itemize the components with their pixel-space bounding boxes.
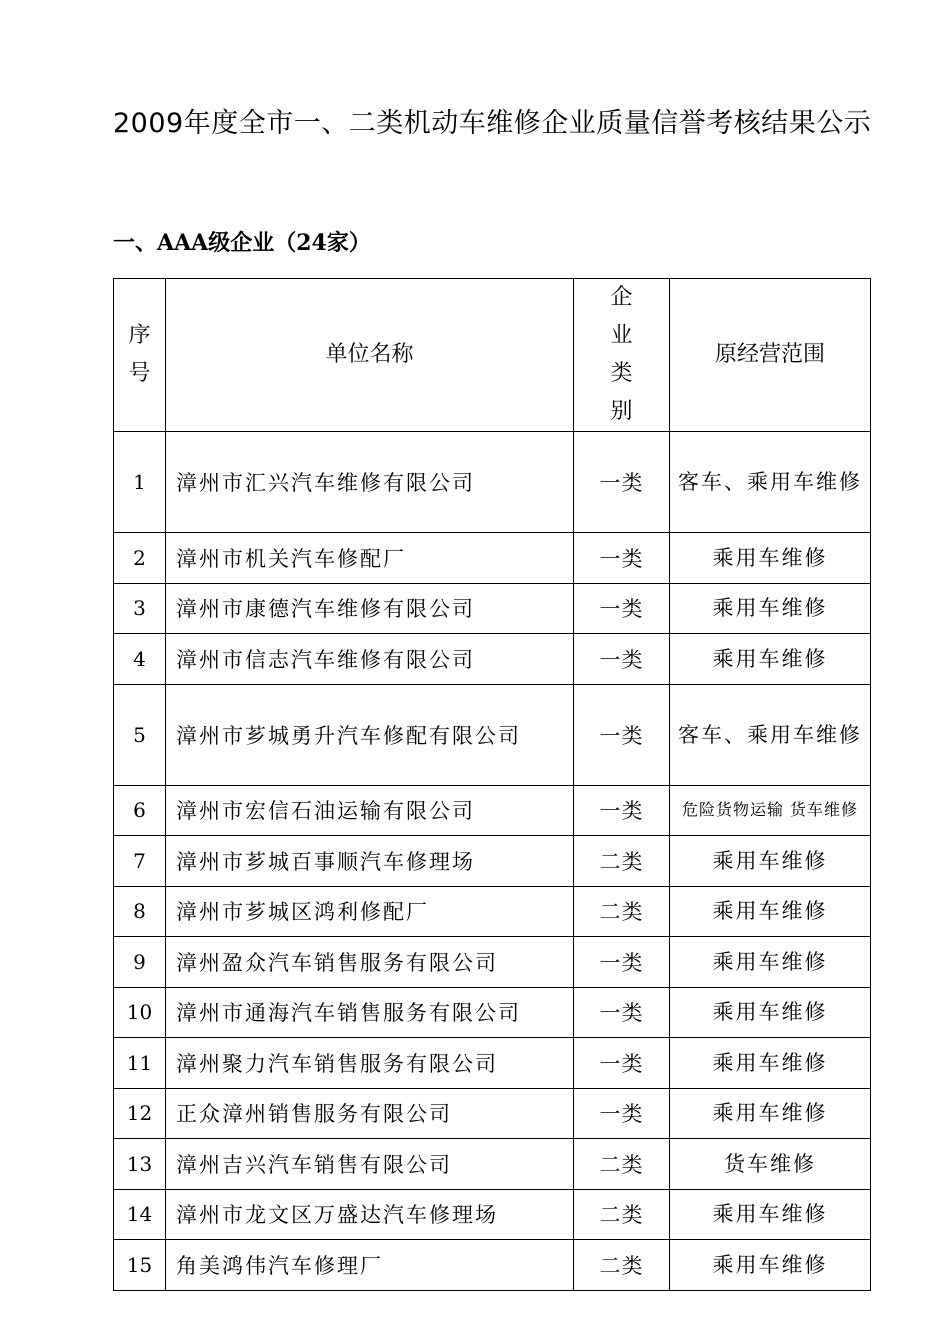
row-scope: 乘用车维修 bbox=[670, 1088, 871, 1139]
table-row bbox=[114, 1088, 871, 1139]
header-scope: 原经营范围 bbox=[670, 279, 871, 432]
row-type: 一类 bbox=[574, 1088, 670, 1139]
row-name: 漳州市芗城区鸿利修配厂 bbox=[166, 886, 574, 937]
row-type: 一类 bbox=[574, 785, 670, 836]
row-no: 15 bbox=[114, 1240, 166, 1291]
row-name: 漳州市龙文区万盛达汽车修理场 bbox=[166, 1189, 574, 1240]
row-scope: 乘用车维修 bbox=[670, 1240, 871, 1291]
header-type: 企业类别 bbox=[574, 279, 670, 432]
table-row bbox=[114, 987, 871, 1038]
row-type: 一类 bbox=[574, 987, 670, 1038]
table-row bbox=[114, 1189, 871, 1240]
row-scope: 乘用车维修 bbox=[670, 583, 871, 634]
row-scope: 乘用车维修 bbox=[670, 1189, 871, 1240]
row-type: 一类 bbox=[574, 684, 670, 785]
row-type: 二类 bbox=[574, 1189, 670, 1240]
row-no: 10 bbox=[114, 987, 166, 1038]
row-name: 漳州吉兴汽车销售有限公司 bbox=[166, 1139, 574, 1190]
row-no: 4 bbox=[114, 634, 166, 685]
table-row bbox=[114, 432, 871, 533]
row-type: 一类 bbox=[574, 432, 670, 533]
row-scope: 乘用车维修 bbox=[670, 836, 871, 887]
table-row bbox=[114, 1240, 871, 1291]
row-type: 二类 bbox=[574, 1240, 670, 1291]
row-type: 一类 bbox=[574, 937, 670, 988]
row-type: 二类 bbox=[574, 1139, 670, 1190]
row-no: 3 bbox=[114, 583, 166, 634]
row-scope: 乘用车维修 bbox=[670, 1038, 871, 1089]
row-scope: 客车、乘用车维修 bbox=[670, 432, 871, 533]
table-row bbox=[114, 1038, 871, 1089]
table-row bbox=[114, 785, 871, 836]
row-no: 5 bbox=[114, 684, 166, 785]
row-scope: 乘用车维修 bbox=[670, 987, 871, 1038]
row-scope: 乘用车维修 bbox=[670, 937, 871, 988]
header-no: 序号 bbox=[114, 279, 166, 432]
section-heading: 一、AAA级企业（24家） bbox=[113, 230, 371, 256]
row-name: 漳州市信志汽车维修有限公司 bbox=[166, 634, 574, 685]
table-body bbox=[114, 432, 871, 1291]
row-name: 漳州市机关汽车修配厂 bbox=[166, 533, 574, 584]
table-row bbox=[114, 533, 871, 584]
row-type: 二类 bbox=[574, 886, 670, 937]
row-name: 漳州市汇兴汽车维修有限公司 bbox=[166, 432, 574, 533]
page-title: 2009年度全市一、二类机动车维修企业质量信誉考核结果公示 bbox=[113, 108, 872, 139]
row-type: 一类 bbox=[574, 533, 670, 584]
table-row bbox=[114, 937, 871, 988]
row-no: 13 bbox=[114, 1139, 166, 1190]
row-type: 一类 bbox=[574, 1038, 670, 1089]
row-name: 漳州市通海汽车销售服务有限公司 bbox=[166, 987, 574, 1038]
row-name: 漳州盈众汽车销售服务有限公司 bbox=[166, 937, 574, 988]
row-name: 漳州市芗城勇升汽车修配有限公司 bbox=[166, 684, 574, 785]
row-scope: 客车、乘用车维修 bbox=[670, 684, 871, 785]
table-row bbox=[114, 634, 871, 685]
table-row bbox=[114, 583, 871, 634]
table-row bbox=[114, 886, 871, 937]
row-no: 14 bbox=[114, 1189, 166, 1240]
row-name: 漳州市康德汽车维修有限公司 bbox=[166, 583, 574, 634]
row-type: 一类 bbox=[574, 634, 670, 685]
row-no: 2 bbox=[114, 533, 166, 584]
row-no: 1 bbox=[114, 432, 166, 533]
row-name: 角美鸿伟汽车修理厂 bbox=[166, 1240, 574, 1291]
row-scope: 乘用车维修 bbox=[670, 886, 871, 937]
table-row bbox=[114, 684, 871, 785]
row-no: 7 bbox=[114, 836, 166, 887]
row-type: 二类 bbox=[574, 836, 670, 887]
row-name: 漳州市宏信石油运输有限公司 bbox=[166, 785, 574, 836]
row-name: 漳州聚力汽车销售服务有限公司 bbox=[166, 1038, 574, 1089]
table-row bbox=[114, 1139, 871, 1190]
row-no: 12 bbox=[114, 1088, 166, 1139]
row-type: 一类 bbox=[574, 583, 670, 634]
row-no: 8 bbox=[114, 886, 166, 937]
row-name: 漳州市芗城百事顺汽车修理场 bbox=[166, 836, 574, 887]
row-scope: 乘用车维修 bbox=[670, 634, 871, 685]
row-name: 正众漳州销售服务有限公司 bbox=[166, 1088, 574, 1139]
result-table bbox=[113, 278, 871, 1291]
table-row bbox=[114, 836, 871, 887]
row-scope: 货车维修 bbox=[670, 1139, 871, 1190]
header-name: 单位名称 bbox=[166, 279, 574, 432]
table-header bbox=[114, 279, 871, 432]
row-no: 9 bbox=[114, 937, 166, 988]
row-scope: 危险货物运输 货车维修 bbox=[670, 785, 871, 836]
row-scope: 乘用车维修 bbox=[670, 533, 871, 584]
row-no: 6 bbox=[114, 785, 166, 836]
row-no: 11 bbox=[114, 1038, 166, 1089]
